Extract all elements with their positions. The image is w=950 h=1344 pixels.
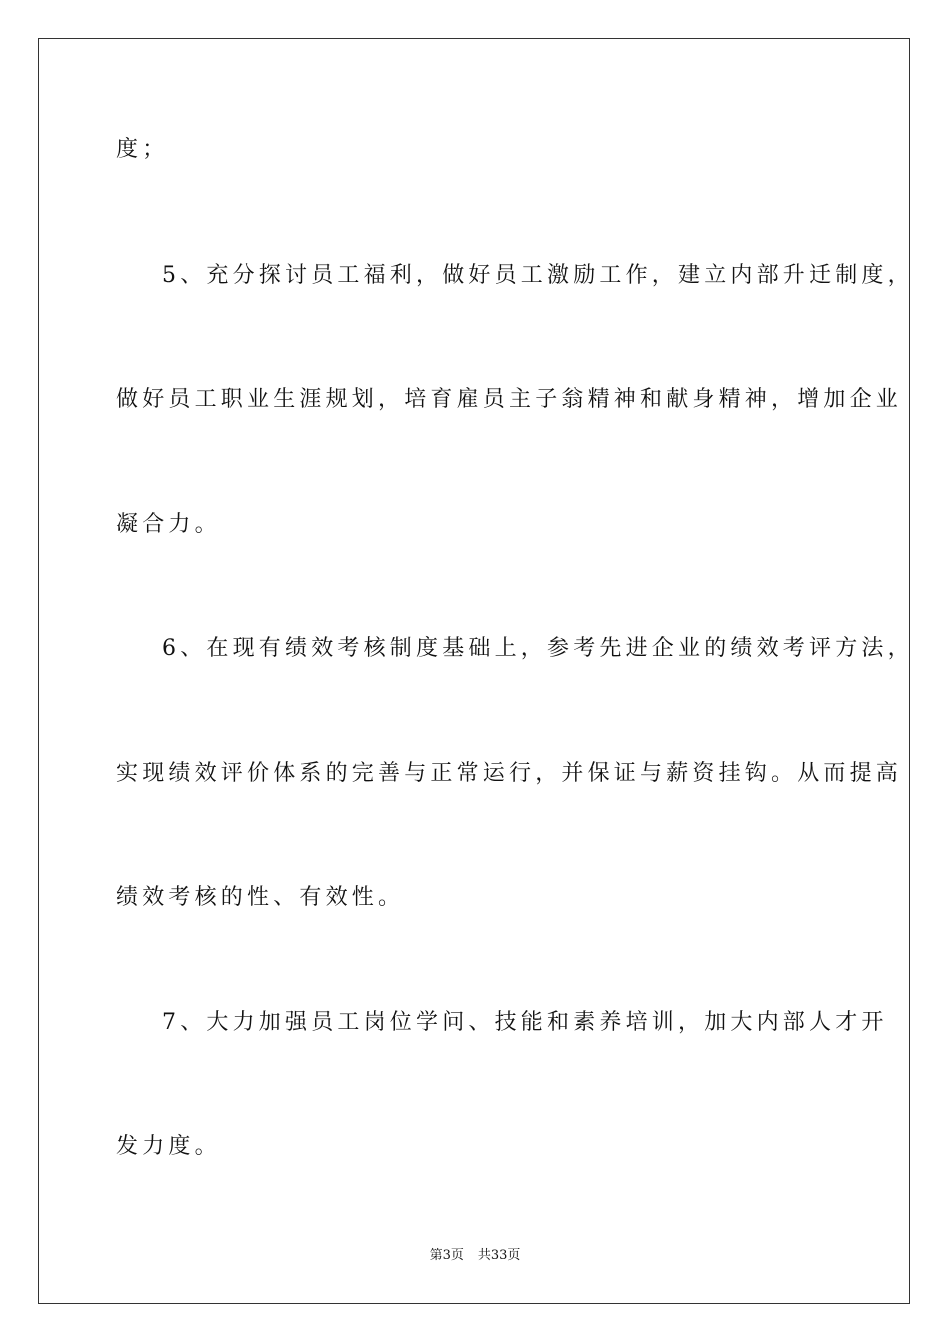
paragraph-line: 实现绩效评价体系的完善与正常运行，并保证与薪资挂钩。从而提高 xyxy=(116,761,903,786)
page-border xyxy=(38,38,910,1304)
page-footer xyxy=(0,1248,950,1264)
paragraph-line: 做好员工职业生涯规划，培育雇员主子翁精神和献身精神，增加企业 xyxy=(116,387,903,412)
paragraph-line: 绩效考核的性、有效性。 xyxy=(116,885,405,910)
paragraph-line: 凝合力。 xyxy=(116,512,221,537)
page-number: 第3页 xyxy=(429,1248,464,1263)
paragraph-line: 7、大力加强员工岗位学问、技能和素养培训，加大内部人才开 xyxy=(162,1010,888,1035)
paragraph-line: 6、在现有绩效考核制度基础上，参考先进企业的绩效考评方法， xyxy=(162,636,914,661)
paragraph-line: 发力度。 xyxy=(116,1134,221,1159)
paragraph-line: 5、充分探讨员工福利，做好员工激励工作，建立内部升迁制度， xyxy=(162,263,914,288)
page-total: 共33页 xyxy=(477,1248,521,1263)
paragraph-line: 度； xyxy=(116,137,169,162)
